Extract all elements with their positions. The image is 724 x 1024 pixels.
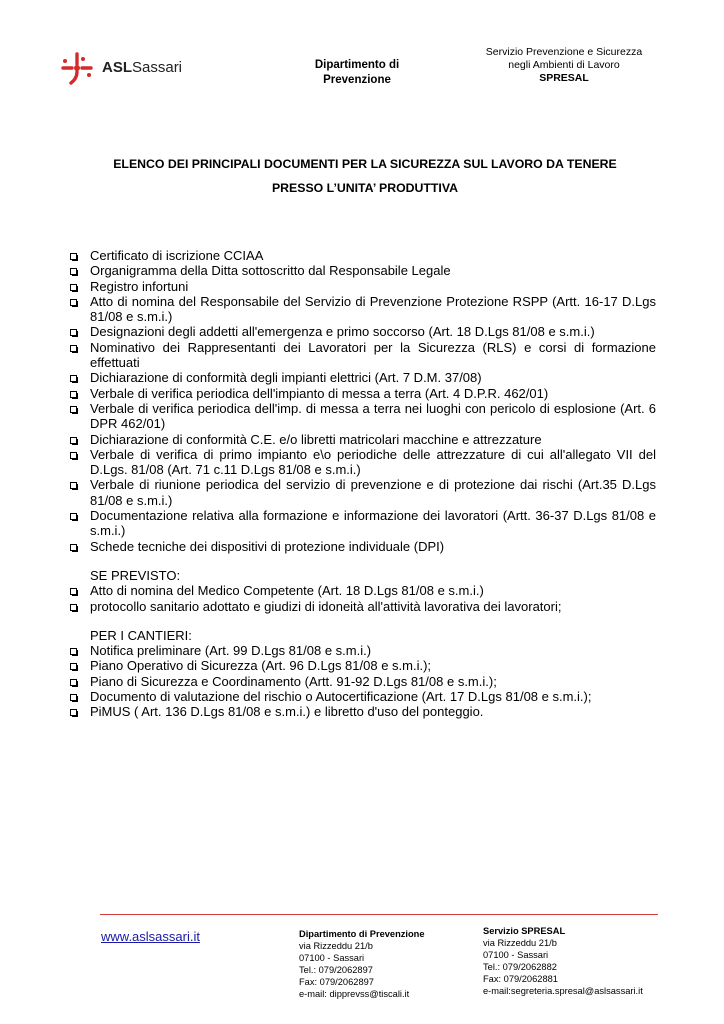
footer-service-title: Servizio SPRESAL [483,926,566,936]
list-item: Schede tecniche dei dispositivi di protezione individuale (DPI) [68,539,656,554]
footer-service-contact [483,925,643,997]
checkbox-bullet-icon [70,268,77,275]
footer-service-fax: Fax: 079/2062881 [483,974,558,984]
list-item: Documento di valutazione del rischio o Autocertificazione (Art. 17 D.Lgs 81/08 e s.m.i.); [68,689,656,704]
checkbox-bullet-icon [70,648,77,655]
checkbox-bullet-icon [70,588,77,595]
checkbox-bullet-icon [70,375,77,382]
list-item: Verbale di verifica periodica dell'impianto di messa a terra (Art. 4 D.P.R. 462/01) [68,386,656,401]
checkbox-bullet-icon [70,709,77,716]
list-item: Documentazione relativa alla formazione e informazione dei lavoratori (Artt. 36-37 D.Lgs 81/08 e s.m.i.) [68,508,656,539]
checkbox-bullet-icon [70,663,77,670]
title-line2: PRESSO L’UNITA’ PRODUTTIVA [271,181,459,195]
list-item: Verbale di riunione periodica del servizio di prevenzione e di protezione dai rischi (Art.35 D.Lgs 81/08 e s.m.i.) [68,477,656,508]
footer-department-address: via Rizzeddu 21/b [299,941,373,951]
department-line2: Prevenzione [323,74,391,86]
footer-department-city: 07100 - Sassari [299,953,365,963]
footer-department-email: e-mail: dipprevss@tiscali.it [299,989,410,999]
section-label-construction-sites: PER I CANTIERI: [90,627,192,643]
footer-divider [100,914,658,915]
checkbox-bullet-icon [70,253,77,260]
checkbox-bullet-icon [70,284,77,291]
list-item: Atto di nomina del Responsabile del Servizio di Prevenzione Protezione RSPP (Artt. 16-17 D.Lgs 81/08 e s.m.i.) [68,294,656,325]
footer-department-contact [299,928,425,1000]
checkbox-bullet-icon [70,391,77,398]
service-line2: negli Ambienti di Lavoro [508,59,620,71]
logo-wordmark: ASLSassari [102,59,183,76]
footer-service-city: 07100 - Sassari [483,950,549,960]
document-list [68,248,656,720]
list-item: Verbale di verifica di primo impianto e\o periodiche delle attrezzature di cui all'allegato VII del D.Lgs. 81/08 (Art. 71 c.11 D.Lgs 81/08 e s.m.i.) [68,447,656,478]
checkbox-bullet-icon [70,604,77,611]
list-item: Dichiarazione di conformità C.E. e/o libretti matricolari macchine e attrezzature [68,432,656,447]
checkbox-bullet-icon [70,513,77,520]
list-item: Verbale di verifica periodica dell'imp. di messa a terra nei luoghi con pericolo di esplosione (Art. 6 DPR 462/01) [68,401,656,432]
footer-service-address: via Rizzeddu 21/b [483,938,557,948]
section-label-if-required: SE PREVISTO: [90,567,181,583]
list-item: Designazioni degli addetti all'emergenza e primo soccorso (Art. 18 D.Lgs 81/08 e s.m.i.) [68,324,656,339]
list-item: Piano Operativo di Sicurezza (Art. 96 D.Lgs 81/08 e s.m.i.); [68,658,656,673]
asl-logo [57,50,183,86]
list-item: PiMUS ( Art. 136 D.Lgs 81/08 e s.m.i.) e libretto d'uso del ponteggio. [68,704,656,719]
checkbox-bullet-icon [70,329,77,336]
list-item: Certificato di iscrizione CCIAA [68,248,656,263]
service-line1: Servizio Prevenzione e Sicurezza [485,46,643,58]
checkbox-bullet-icon [70,482,77,489]
list-item: Nominativo dei Rappresentanti dei Lavoratori per la Sicurezza (RLS) e corsi di formazione effettuati [68,340,656,371]
header-service [474,46,654,85]
list-item: Organigramma della Ditta sottoscritto dal Responsabile Legale [68,263,656,278]
checkbox-bullet-icon [70,299,77,306]
list-item: Piano di Sicurezza e Coordinamento (Artt. 91-92 D.Lgs 81/08 e s.m.i.); [68,674,656,689]
asl-cross-icon [57,50,97,86]
checkbox-bullet-icon [70,345,77,352]
footer-department-fax: Fax: 079/2062897 [299,977,374,987]
list-item: Atto di nomina del Medico Competente (Art. 18 D.Lgs 81/08 e s.m.i.) [68,583,656,598]
list-item: Registro infortuni [68,279,656,294]
list-item: Notifica preliminare (Art. 99 D.Lgs 81/08 e s.m.i.) [68,643,656,658]
document-title [70,152,660,200]
checkbox-bullet-icon [70,437,77,444]
footer-department-title: Dipartimento di Prevenzione [299,929,425,939]
website-link[interactable]: www.aslsassari.it [101,929,200,944]
list-item: Dichiarazione di conformità degli impianti elettrici (Art. 7 D.M. 37/08) [68,370,656,385]
footer-service-tel: Tel.: 079/2062882 [483,962,557,972]
checkbox-bullet-icon [70,406,77,413]
checkbox-bullet-icon [70,452,77,459]
title-line1: ELENCO DEI PRINCIPALI DOCUMENTI PER LA SICUREZZA SUL LAVORO DA TENERE [113,157,617,171]
department-line1: Dipartimento di [314,59,400,71]
service-acronym: SPRESAL [539,72,589,84]
footer-service-email: e-mail:segreteria.spresal@aslsassari.it [483,986,643,996]
checkbox-bullet-icon [70,544,77,551]
checkbox-bullet-icon [70,694,77,701]
list-item: protocollo sanitario adottato e giudizi di idoneità all'attività lavorativa dei lavoratori; [68,599,656,614]
checkbox-bullet-icon [70,679,77,686]
footer-department-tel: Tel.: 079/2062897 [299,965,373,975]
header-department [300,58,414,88]
